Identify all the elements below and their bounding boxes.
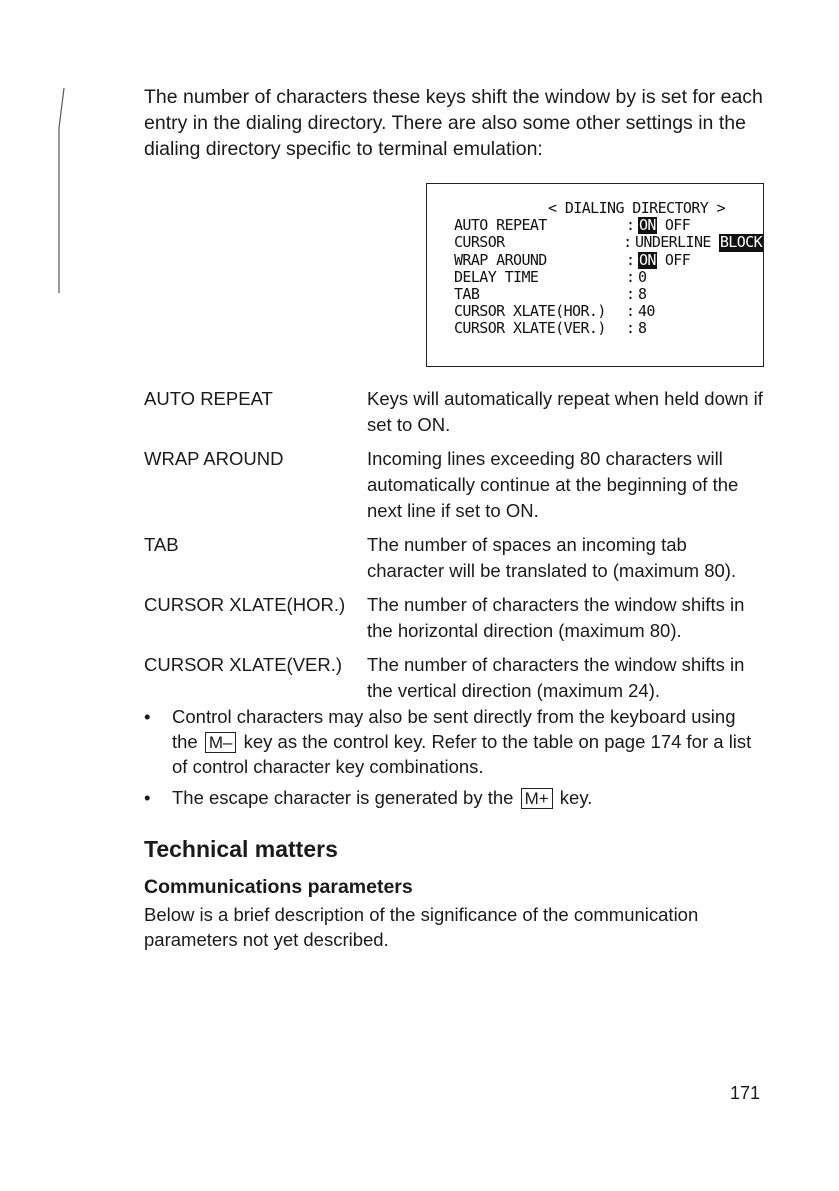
bullet-dot: • bbox=[144, 706, 151, 727]
notes-bullet-list bbox=[144, 704, 764, 816]
screen-row bbox=[454, 286, 763, 303]
screen-row-values bbox=[638, 269, 646, 286]
intro-paragraph: The number of characters these keys shift the window by is set for each entry in the dialing directory. There are also some other settings in the dialing directory specific to terminal emulation: bbox=[144, 86, 763, 160]
screen-row bbox=[454, 269, 763, 286]
bullet-text: key. bbox=[554, 787, 593, 808]
screen-row-label: CURSOR XLATE(HOR.) bbox=[454, 302, 606, 321]
screen-value: 8 bbox=[638, 319, 647, 338]
m-minus-key-icon: M– bbox=[205, 732, 237, 753]
m-plus-key-icon: M+ bbox=[521, 788, 553, 809]
screen-row bbox=[454, 234, 763, 251]
screen-row-label: CURSOR bbox=[454, 233, 505, 252]
definition-description: The number of characters the window shifts in the horizontal direction (maximum 80). bbox=[367, 594, 745, 641]
definition-wrap-around bbox=[144, 446, 784, 524]
definition-tab bbox=[144, 532, 784, 584]
body-paragraph: Below is a brief description of the significance of the communication parameters not yet described. bbox=[144, 904, 699, 950]
screen-row-values bbox=[638, 252, 690, 269]
definition-list bbox=[144, 386, 784, 712]
screen-row-separator: : bbox=[626, 284, 635, 303]
screen-row-separator: : bbox=[626, 319, 635, 338]
screen-row-separator: : bbox=[623, 233, 632, 252]
screen-row-values bbox=[638, 303, 655, 320]
definition-term: CURSOR XLATE(VER.) bbox=[144, 654, 343, 675]
screen-row-label: AUTO REPEAT bbox=[454, 216, 547, 235]
screen-row bbox=[454, 252, 763, 269]
screen-row-values bbox=[638, 286, 646, 303]
screen-value: 40 bbox=[638, 302, 655, 321]
screen-row bbox=[454, 320, 763, 337]
definition-auto-repeat bbox=[144, 386, 784, 438]
dialing-directory-screen bbox=[426, 183, 764, 367]
definition-term: WRAP AROUND bbox=[144, 448, 284, 469]
definition-description: Keys will automatically repeat when held down if set to ON. bbox=[367, 388, 763, 435]
screen-row-label: TAB bbox=[454, 284, 480, 303]
bullet-escape-character bbox=[144, 785, 764, 810]
page-number: 171 bbox=[730, 1083, 761, 1103]
screen-value: 8 bbox=[638, 284, 647, 303]
subsection-heading: Communications parameters bbox=[144, 876, 413, 898]
screen-row-label: WRAP AROUND bbox=[454, 250, 547, 269]
screen-row-values bbox=[635, 234, 763, 251]
definition-cursor-xlate-hor bbox=[144, 592, 784, 644]
definition-cursor-xlate-ver bbox=[144, 652, 784, 704]
screen-row-values bbox=[638, 320, 646, 337]
screen-row bbox=[454, 217, 763, 234]
screen-value: OFF bbox=[664, 216, 691, 235]
screen-row-separator: : bbox=[626, 250, 635, 269]
bullet-control-characters bbox=[144, 704, 764, 779]
screen-value: OFF bbox=[664, 250, 691, 269]
screen-row-label: DELAY TIME bbox=[454, 267, 539, 286]
screen-rows bbox=[454, 217, 763, 337]
screen-row-separator: : bbox=[626, 267, 635, 286]
screen-selected-value: ON bbox=[639, 216, 656, 235]
screen-row-separator: : bbox=[626, 302, 635, 321]
screen-row bbox=[454, 303, 763, 320]
bullet-text: key as the control key. Refer to the table on page 174 for a list of control character key combinations. bbox=[172, 731, 752, 777]
screen-row-label: CURSOR XLATE(VER.) bbox=[454, 319, 606, 338]
section-heading: Technical matters bbox=[144, 836, 338, 862]
margin-line-decoration bbox=[56, 88, 66, 298]
screen-value: UNDERLINE bbox=[634, 233, 711, 252]
screen-selected-value: BLOCK bbox=[719, 233, 762, 252]
bullet-dot: • bbox=[144, 787, 151, 808]
bullet-text: Control characters may also be sent directly from the keyboard using the bbox=[172, 706, 736, 752]
definition-description: The number of characters the window shifts in the vertical direction (maximum 24). bbox=[367, 654, 745, 701]
bullet-text: The escape character is generated by the bbox=[172, 787, 519, 808]
screen-title: < DIALING DIRECTORY > bbox=[548, 199, 726, 217]
definition-description: The number of spaces an incoming tab character will be translated to (maximum 80). bbox=[367, 534, 737, 581]
screen-row-values bbox=[638, 217, 690, 234]
definition-description: Incoming lines exceeding 80 characters will automatically continue at the beginning of the next line if set to ON. bbox=[367, 448, 739, 521]
screen-selected-value: ON bbox=[639, 250, 656, 269]
definition-term: CURSOR XLATE(HOR.) bbox=[144, 594, 346, 615]
screen-value: 0 bbox=[638, 267, 647, 286]
definition-term: TAB bbox=[144, 534, 179, 555]
screen-row-separator: : bbox=[626, 216, 635, 235]
definition-term: AUTO REPEAT bbox=[144, 388, 273, 409]
